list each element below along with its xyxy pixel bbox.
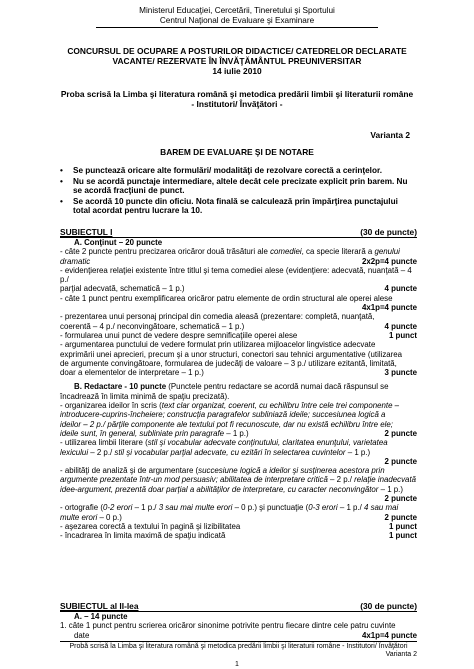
criterion-text: - prezentarea unui personaj principal din comedia aleasă (prezentare: completă, nuanţată, (60, 312, 375, 322)
criterion-row: - încadrarea în limita maximă de spaţiu indicată 1 punct (60, 531, 417, 541)
footer-text: Probă scrisă la Limba şi literatura română şi metodica predării limbii şi literaturii române - Institutori/ Învăţători (69, 643, 408, 650)
score: 2x2p=4 puncte (361, 256, 417, 266)
subiect2-title: SUBIECTUL al II-lea (60, 601, 139, 611)
instruction-item: • Nu se acordă punctaje intermediare, altele decât cele precizate explicit prin barem. Nu se acordă fracţiuni de punct. (60, 176, 408, 196)
instructions-list (60, 166, 417, 217)
subiect2-points: (30 de puncte) (360, 601, 417, 611)
criterion-row: - formularea unui punct de vedere despre semnificaţiile operei alese 1 punct (60, 330, 417, 340)
criterion-row: ideile sunt, în general, subliniate prin paragrafe – 1 p.) 2 puncte (60, 428, 417, 438)
barem-title: BAREM DE EVALUARE ŞI DE NOTARE (160, 147, 314, 157)
criterion-text: - ortografie (0-2 erori – 1 p./ 3 sau mai multe erori – 0 p.) şi punctuaţie (0-3 erori – 1 p./ 4 sau mai (60, 503, 399, 513)
score: 4x1p=4 puncte (361, 630, 417, 640)
bullet-icon: • (60, 176, 63, 186)
score: 1 punct (388, 521, 417, 531)
instruction-item: • Se punctează oricare alte formulări/ modalităţi de rezolvare corectă a cerinţelor. (60, 166, 382, 175)
center-header: Centrul Naţional de Evaluare şi Examinare (159, 16, 315, 25)
bullet-icon: • (60, 196, 63, 206)
subiect1-title: SUBIECTUL I (60, 227, 113, 237)
criterion-text: - organizarea ideilor în scris (text clar organizat, coerent, cu echilibru între cele trei componente – (60, 401, 400, 411)
title-line2: VACANTE/ REZERVATE ÎN ÎNVĂŢĂMÂNTUL PREUNIVERSITAR (112, 56, 362, 66)
subiect1-content (60, 238, 417, 541)
section-b-heading: B. Redactare - 10 puncte (Punctele pentru redactare se acordă numai dacă răspunsul se (74, 382, 389, 392)
criterion-text: - câte 2 puncte pentru precizarea oricăror două trăsături ale comediei, ca specie literară a genului (60, 247, 400, 257)
instruction-item: • Se acordă 10 puncte din oficiu. Nota finală se calculează prin împărţirea punctajului total acordat pentru lucrare la 10. (60, 196, 398, 216)
criterion-text: încadrează în limita minimă de spaţiu precizată). (60, 391, 230, 401)
criterion-text: idee-argument, prezentă doar parţial a abilităţilor de interpretare, cu caracter neconvingător – 1 p.) (60, 484, 403, 494)
title-line1: CONCURSUL DE OCUPARE A POSTURILOR DIDACTICE/ CATEDRELOR DECLARATE (67, 46, 407, 56)
score: 4 puncte (384, 284, 417, 294)
subiect1-header (60, 227, 417, 237)
criterion-row: parţial adecvată, schematică – 1 p.) 4 puncte (60, 284, 417, 294)
score: 1 punct (388, 531, 417, 541)
page-number: 1 (235, 661, 239, 668)
score: 2 puncte (384, 456, 417, 466)
score: 1 punct (388, 330, 417, 340)
footer (60, 643, 417, 660)
criterion-text: lexicului – 2 p./ stil şi vocabular parţial adecvate, cu ezitări în selectarea cuvintelor – 1 p.) (60, 447, 371, 457)
score: 2 puncte (384, 428, 417, 438)
header-rule (96, 27, 378, 28)
criterion-row: multe erori – 0 p.) 2 puncte (60, 512, 417, 522)
criterion-text: 1. câte 1 punct pentru scrierea oricăror sinonime potrivite pentru fiecare dintre cele patru cuvinte (60, 621, 396, 631)
ministry-header: Ministerul Educaţiei, Cercetării, Tineretului şi Sportului (139, 6, 335, 15)
variant-label: Varianta 2 (370, 130, 410, 140)
footer-rule (60, 641, 417, 642)
score: 4 puncte (384, 321, 417, 331)
criterion-row: coerentă – 4 p./ neconvingătoare, schematică – 1 p.) 4 puncte (60, 321, 417, 331)
exam-date: 14 iulie 2010 (212, 66, 262, 76)
score: 4x1p=4 puncte (361, 303, 417, 313)
criterion-text: - evidenţierea relaţiei existente între titlul şi tema comediei alese (evidenţiere: adecvată, nuanţată – 4 p./ (60, 265, 412, 285)
criterion-row: - aşezarea corectă a textului în pagină şi lizibilitatea 1 punct (60, 521, 417, 531)
section-a-heading: A. Conţinut – 20 puncte (74, 238, 163, 247)
criterion-row: date 4x1p=4 puncte (74, 630, 417, 640)
criterion-row: doar a elementelor de interpretare – 1 p.) 3 puncte (60, 368, 417, 378)
subiect2-header (60, 601, 417, 611)
criterion-text: introducere-cuprins-încheiere; construcţia paragrafelor subliniază ideile; succesiunea logică a (60, 410, 386, 420)
score: 2 puncte (384, 512, 417, 522)
criterion-row: dramatic 2x2p=4 puncte (60, 256, 417, 266)
bullet-icon: • (60, 166, 63, 175)
criterion-text: - argumentarea punctului de vedere formulat prin utilizarea mijloacelor lingvistice adecvate (60, 340, 376, 350)
criterion-text: exprimării unei aprecieri, precum şi a unor structuri, conectori sau tehnici argumentative (utilizarea (60, 349, 403, 359)
section-a-heading: A. – 14 puncte (74, 612, 128, 621)
subiect1-points: (30 de puncte) (360, 227, 417, 237)
criterion-text: - câte 1 punct pentru exemplificarea oricăror patru elemente de ordin structural ale operei alese (60, 293, 393, 303)
criterion-text: - utilizarea limbii literare (stil şi vocabular adecvate conţinutului, claritatea enunţului, varietatea (60, 438, 388, 448)
criterion-text: - abilităţi de analiză şi de argumentare (succesiune logică a ideilor şi susţinerea acestora prin (60, 466, 385, 476)
footer-variant: Varianta 2 (385, 651, 417, 659)
proba-title: Proba scrisă la Limba şi literatura română şi metodica predării limbii şi literaturii române (60, 89, 414, 99)
criterion-text: ideilor – 2 p./ părţile componente ale textului pot fi recunoscute, dar nu există echilibru între ele; (60, 419, 393, 429)
score: 3 puncte (384, 368, 417, 378)
criterion-text: argumente prezentate într-un mod persuasiv; abilitatea de interpretare critică – 2 p./ relaţie inadecvată (60, 475, 417, 485)
score: 2 puncte (384, 494, 417, 504)
subiect2-content (60, 612, 417, 640)
criterion-text: de argumente convingătoare, formularea de judecăţi de valoare – 3 p./ utilizare ezitantă, limitată, (60, 358, 397, 368)
category-title: - Institutori/ Învăţători - (191, 99, 283, 109)
